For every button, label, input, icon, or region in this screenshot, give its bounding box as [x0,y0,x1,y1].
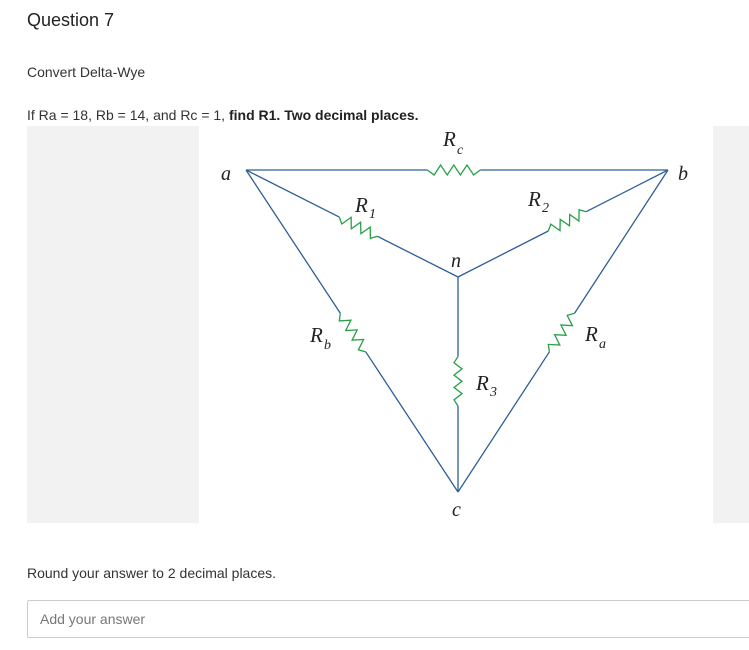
resistor-r3 [454,357,462,406]
resistor-rb [339,313,366,352]
image-background-right [713,126,749,523]
image-background-left [27,126,199,523]
question-prompt [27,107,419,123]
r2-label-main: R [528,187,541,211]
wire-bc-1 [575,170,668,313]
resistor-label-r1 [354,193,376,222]
resistor-label-rc [442,127,464,158]
node-label-a: a [221,163,231,185]
r2-label-sub: 2 [542,201,549,216]
circuit-resistors [339,165,586,406]
round-note: Round your answer to 2 decimal places. [27,565,277,581]
ra-label-sub: a [599,337,606,352]
wire-bc-2 [458,352,549,492]
question-title: Question 7 [27,10,115,30]
resistor-label-r2 [527,187,549,216]
resistor-label-ra [584,322,606,352]
wire-ac-2 [366,352,458,492]
prompt-text: If Ra = 18, Rb = 14, and Rc = 1, [27,107,226,123]
node-label-b: b [678,163,688,185]
node-label-n: n [451,250,461,272]
rc-label-main: R [443,127,456,151]
answer-input[interactable] [27,600,749,638]
question-subtitle: Convert Delta-Wye [27,64,146,80]
ra-label-main: R [585,322,598,346]
resistor-ra [548,313,574,352]
resistor-label-rb [309,323,331,353]
wire-bn-1 [586,170,668,212]
prompt-bold-text: find R1. Two decimal places. [228,107,419,123]
resistor-rc [428,165,481,175]
rb-label-sub: b [324,338,331,353]
wire-an-1 [246,170,339,217]
wire-bn-2 [458,231,548,277]
rc-label-sub: c [457,143,464,158]
node-label-c: c [452,499,461,521]
rb-label-main: R [310,323,323,347]
resistor-r2 [548,210,586,231]
resistor-label-r3 [475,371,497,400]
wire-ac-1 [246,170,340,313]
r1-label-main: R [355,193,368,217]
r1-label-sub: 1 [369,207,376,222]
r3-label-main: R [476,371,489,395]
wire-an-2 [377,236,458,277]
r3-label-sub: 3 [490,385,497,400]
circuit-diagram [199,126,713,523]
circuit-diagram-svg [199,126,713,523]
